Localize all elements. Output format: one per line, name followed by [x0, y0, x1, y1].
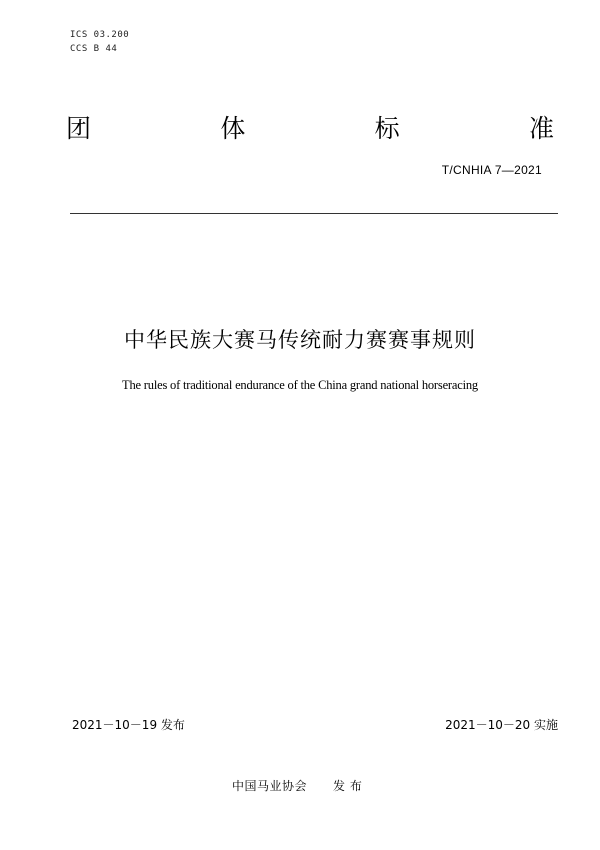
title-english: The rules of traditional endurance of the China grand national horseracing — [122, 378, 478, 392]
standard-type-char: 标 — [374, 114, 400, 143]
effective-date: 2021－10－20 实施 — [445, 718, 558, 732]
standard-type-char: 体 — [220, 114, 246, 143]
ccs-code: CCS B 44 — [70, 44, 118, 54]
standard-number: T/CNHIA 7—2021 — [441, 163, 542, 177]
publish-date: 2021－10－19 发布 — [72, 718, 185, 732]
publisher-line — [232, 777, 362, 794]
standard-type-heading — [66, 114, 554, 144]
publisher-action: 发 布 — [333, 779, 363, 793]
publisher-name: 中国马业协会 — [232, 779, 308, 793]
standard-type-char: 准 — [528, 114, 554, 143]
classification-codes — [70, 28, 129, 56]
ics-code: ICS 03.200 — [70, 30, 130, 40]
header-divider — [70, 213, 558, 214]
title-chinese: 中华民族大赛马传统耐力赛赛事规则 — [124, 328, 476, 352]
standard-type-char: 团 — [66, 114, 92, 143]
